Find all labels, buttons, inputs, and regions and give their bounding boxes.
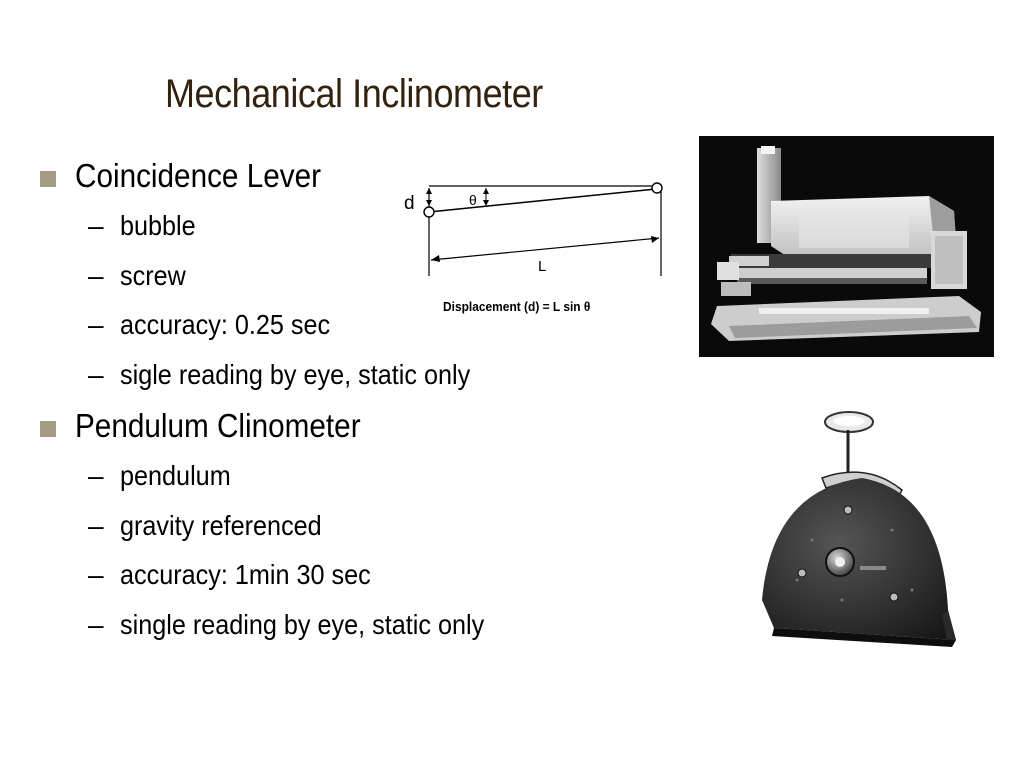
sub-bullet (38, 455, 658, 505)
screw-icon (844, 506, 852, 514)
bullet-pendulum-clinometer (38, 405, 658, 455)
sub-bullet (38, 354, 658, 404)
dash-icon: – (88, 358, 104, 390)
left-pivot-icon (424, 207, 434, 217)
sub-bullet-text: single reading by eye, static only (120, 608, 485, 640)
displacement-caption: Displacement (d) = L sin θ (443, 299, 591, 315)
coincidence-lever-photo (699, 136, 994, 357)
dash-icon: – (88, 608, 104, 640)
dash-icon: – (88, 259, 104, 291)
sub-bullet-text: pendulum (120, 460, 231, 491)
lever-displacement-diagram (398, 176, 668, 321)
sub-bullet-text: sigle reading by eye, static only (120, 358, 471, 390)
sub-bullet (38, 604, 658, 654)
dash-icon: – (88, 309, 104, 340)
pendulum-clinometer-photo (752, 400, 964, 655)
dash-icon: – (88, 509, 104, 541)
sub-bullet (38, 554, 658, 604)
right-pivot-icon (652, 183, 662, 193)
sub-bullet (38, 505, 658, 555)
dash-icon: – (88, 460, 104, 491)
dash-icon: – (88, 559, 104, 590)
slide-title: Mechanical Inclinometer (165, 72, 543, 116)
sub-bullet-text: accuracy: 1min 30 sec (120, 559, 371, 590)
sub-bullet-text: accuracy: 0.25 sec (120, 309, 331, 340)
square-bullet-icon (40, 421, 56, 437)
dash-icon: – (88, 210, 104, 241)
bullet-heading: Pendulum Clinometer (75, 407, 361, 444)
bullet-heading: Coincidence Lever (75, 157, 322, 194)
sub-bullet-text: screw (120, 259, 186, 291)
d-label: d (404, 193, 415, 214)
sub-bullet-text: gravity referenced (120, 509, 322, 541)
L-label: L (538, 258, 547, 275)
screw-icon (798, 569, 806, 577)
screw-icon (890, 593, 898, 601)
square-bullet-icon (40, 171, 56, 187)
theta-label: θ (469, 192, 477, 208)
sub-bullet-text: bubble (120, 210, 196, 241)
